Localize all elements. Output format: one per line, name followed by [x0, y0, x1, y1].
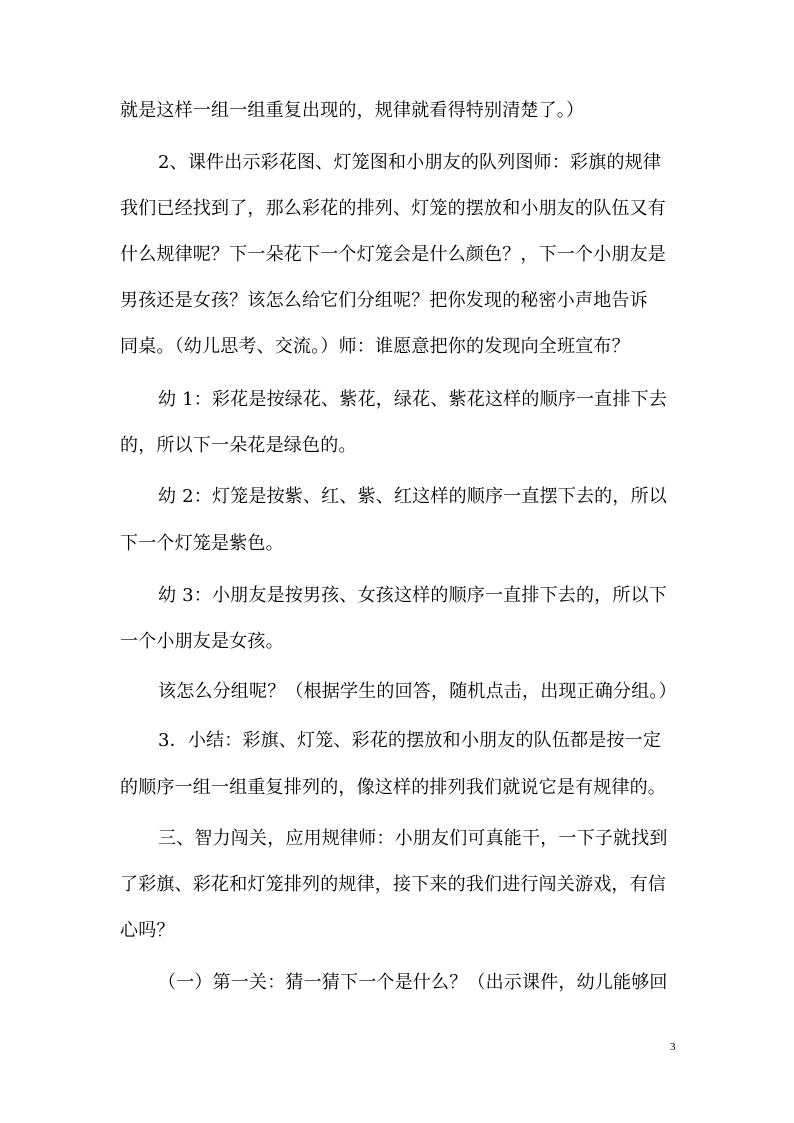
- text-line: 一个小朋友是女孩。: [120, 631, 284, 652]
- text-line: 幼 2：灯笼是按紫、红、紫、红这样的顺序一直摆下去的，所以: [158, 486, 667, 507]
- text-line: 2、课件出示彩花图、灯笼图和小朋友的队列图师：彩旗的规律: [158, 152, 662, 173]
- text-line: 什么规律呢？下一朵花下一个灯笼会是什么颜色？，下一个小朋友是: [120, 244, 666, 265]
- text-line: 幼 1：彩花是按绿花、紫花，绿花、紫花这样的顺序一直排下去: [158, 389, 667, 410]
- text-line: 我们已经找到了，那么彩花的排列、灯笼的摆放和小朋友的队伍又有: [120, 198, 666, 219]
- text-line: 同桌。（幼儿思考、交流。）师：谁愿意把你的发现向全班宣布？: [120, 336, 630, 357]
- text-line: 的顺序一组一组重复排列的，像这样的排列我们就说它是有规律的。: [120, 777, 666, 798]
- text-line: 心吗？: [120, 920, 175, 941]
- text-line: 该怎么分组呢？（根据学生的回答，随机点击，出现正确分组。）: [158, 681, 677, 702]
- text-line: （一）第一关：猜一猜下一个是什么？（出示课件，幼儿能够回: [158, 972, 668, 993]
- text-line: 了彩旗、彩花和灯笼排列的规律，接下来的我们进行闯关游戏，有信: [120, 874, 666, 895]
- text-line: 三、智力闯关，应用规律师：小朋友们可真能干，一下子就找到: [158, 828, 668, 849]
- page-number: 3: [670, 1041, 676, 1053]
- text-line: 的，所以下一朵花是绿色的。: [120, 435, 357, 456]
- text-line: 3．小结：彩旗、灯笼、彩花的摆放和小朋友的队伍都是按一定: [158, 730, 662, 751]
- text-line: 幼 3：小朋友是按男孩、女孩这样的顺序一直排下去的，所以下: [158, 585, 667, 606]
- text-line: 男孩还是女孩？该怎么给它们分组呢？把你发现的秘密小声地告诉: [120, 290, 648, 311]
- text-line: 就是这样一组一组重复出现的，规律就看得特别清楚了。）: [120, 100, 585, 121]
- text-line: 下一个灯笼是紫色。: [120, 533, 284, 554]
